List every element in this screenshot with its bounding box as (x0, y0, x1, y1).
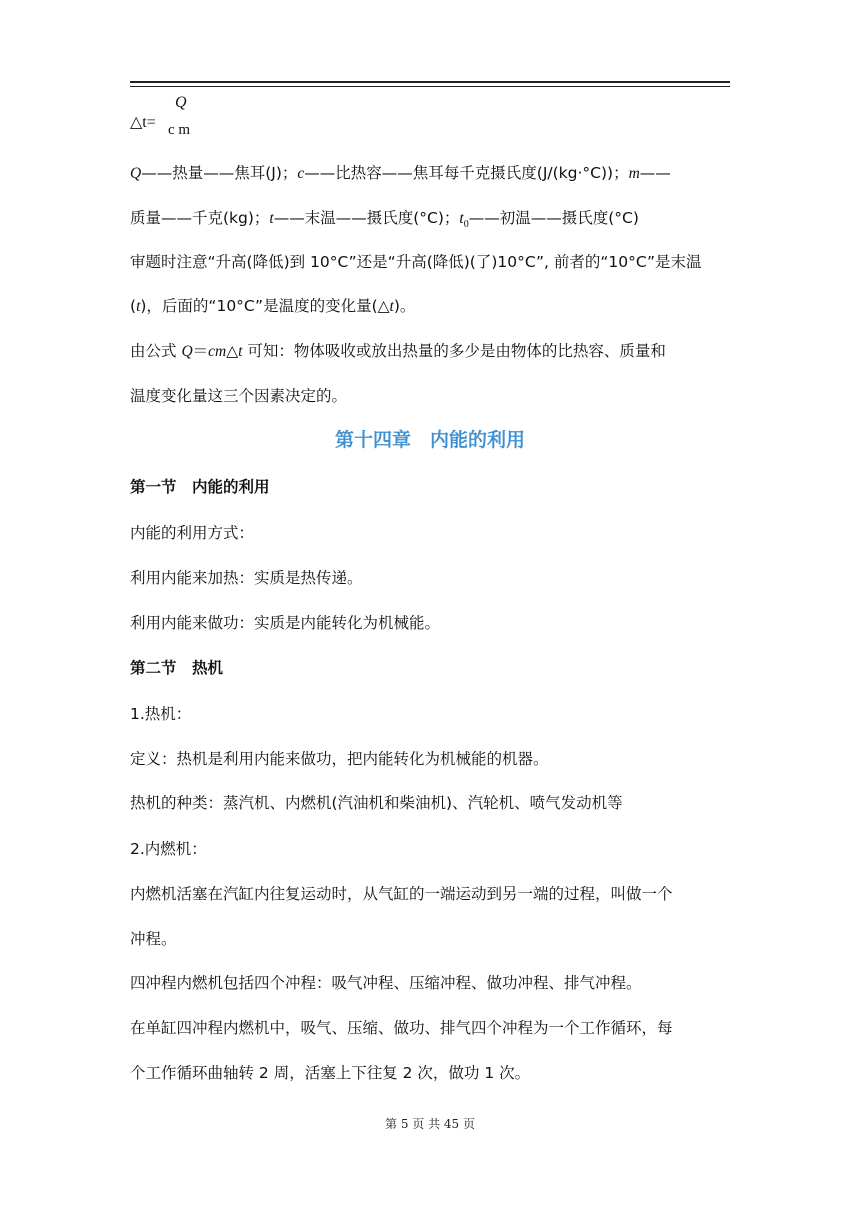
section-2-line-5: 内燃机活塞在汽缸内往复运动时，从气缸的一端运动到另一端的过程，叫做一个 (130, 885, 673, 903)
section-2-line-2: 定义：热机是利用内能来做功，把内能转化为机械能的机器。 (130, 750, 549, 768)
text-suffix: 可知：物体吸收或放出热量的多少是由物体的比热容、质量和 (242, 342, 666, 360)
symbol-t: t (136, 298, 141, 315)
symbol-m: m (628, 165, 640, 182)
symbol-t: t (238, 343, 243, 360)
section-1-line-2: 利用内能来加热：实质是热传递。 (130, 569, 363, 587)
header-rule-thick (130, 81, 730, 83)
symbol-q: Q (130, 165, 142, 182)
legend-line-2 (130, 208, 639, 235)
section-1-line-1: 内能的利用方式： (130, 524, 255, 542)
section-2-line-3: 热机的种类：蒸汽机、内燃机(汽油机和柴油机)、汽轮机、喷气发动机等 (130, 794, 623, 812)
section-1-line-3: 利用内能来做功：实质是内能转化为机械能。 (130, 614, 441, 632)
formula-lhs: △t= (130, 114, 156, 131)
legend-heat: ——热量——焦耳(J)； (141, 164, 298, 182)
legend-initial-temp: ——初温——摄氏度(°C) (468, 209, 639, 227)
paren-close: )。 (393, 297, 416, 315)
formula-line-1 (130, 341, 666, 362)
delta-sign: △ (226, 342, 239, 360)
symbol-q: Q (181, 343, 193, 360)
page-body (130, 94, 730, 1082)
chapter-title: 第十四章 内能的利用 (334, 429, 525, 451)
note-line-2 (130, 296, 415, 317)
formula-delta-t (130, 94, 730, 140)
legend-line-1 (130, 163, 671, 184)
header-rule-thin (130, 86, 730, 87)
symbol-t: t (269, 210, 274, 227)
text-prefix: 由公式 (130, 342, 182, 360)
symbol-t: t (389, 298, 394, 315)
section-2-line-8: 在单缸四冲程内燃机中，吸气、压缩、做功、排气四个冲程为一个工作循环，每 (130, 1019, 673, 1037)
legend-dash: —— (639, 164, 671, 182)
paren-open: ( (130, 297, 137, 315)
formula-numerator: Q (175, 94, 187, 111)
section-2-line-4: 2.内燃机： (130, 840, 207, 858)
section-1-title: 第一节 内能的利用 (130, 478, 270, 496)
section-2-line-6: 冲程。 (130, 930, 177, 948)
legend-mass: 质量——千克(kg)； (130, 209, 270, 227)
section-2-line-1: 1.热机： (130, 705, 192, 723)
legend-specific-heat: ——比热容——焦耳每千克摄氏度(J/(kg·°C))； (304, 164, 629, 182)
subscript-zero: 0 (463, 219, 469, 231)
symbol-cm: cm (208, 343, 227, 360)
formula-denominator: c m (168, 122, 191, 138)
section-2-title: 第二节 热机 (130, 659, 224, 677)
section-2-line-7: 四冲程内燃机包括四个冲程：吸气冲程、压缩冲程、做功冲程、排气冲程。 (130, 974, 642, 992)
symbol-t0: t (459, 210, 464, 227)
note-line-1: 审题时注意“升高(降低)到 10°C”还是“升高(降低)(了)10°C”, 前者的“10°C”是末温 (130, 253, 702, 271)
formula-line-2: 温度变化量这三个因素决定的。 (130, 387, 348, 405)
section-2-line-9: 个工作循环曲轴转 2 周，活塞上下往复 2 次，做功 1 次。 (130, 1064, 531, 1082)
page-footer: 第 5 页 共 45 页 (385, 1117, 475, 1131)
symbol-c: c (297, 165, 305, 182)
note-text: )，后面的“10°C”是温度的变化量(△ (140, 297, 390, 315)
equals-sign: ＝ (192, 342, 209, 360)
legend-final-temp: ——末温——摄氏度(°C)； (273, 209, 460, 227)
